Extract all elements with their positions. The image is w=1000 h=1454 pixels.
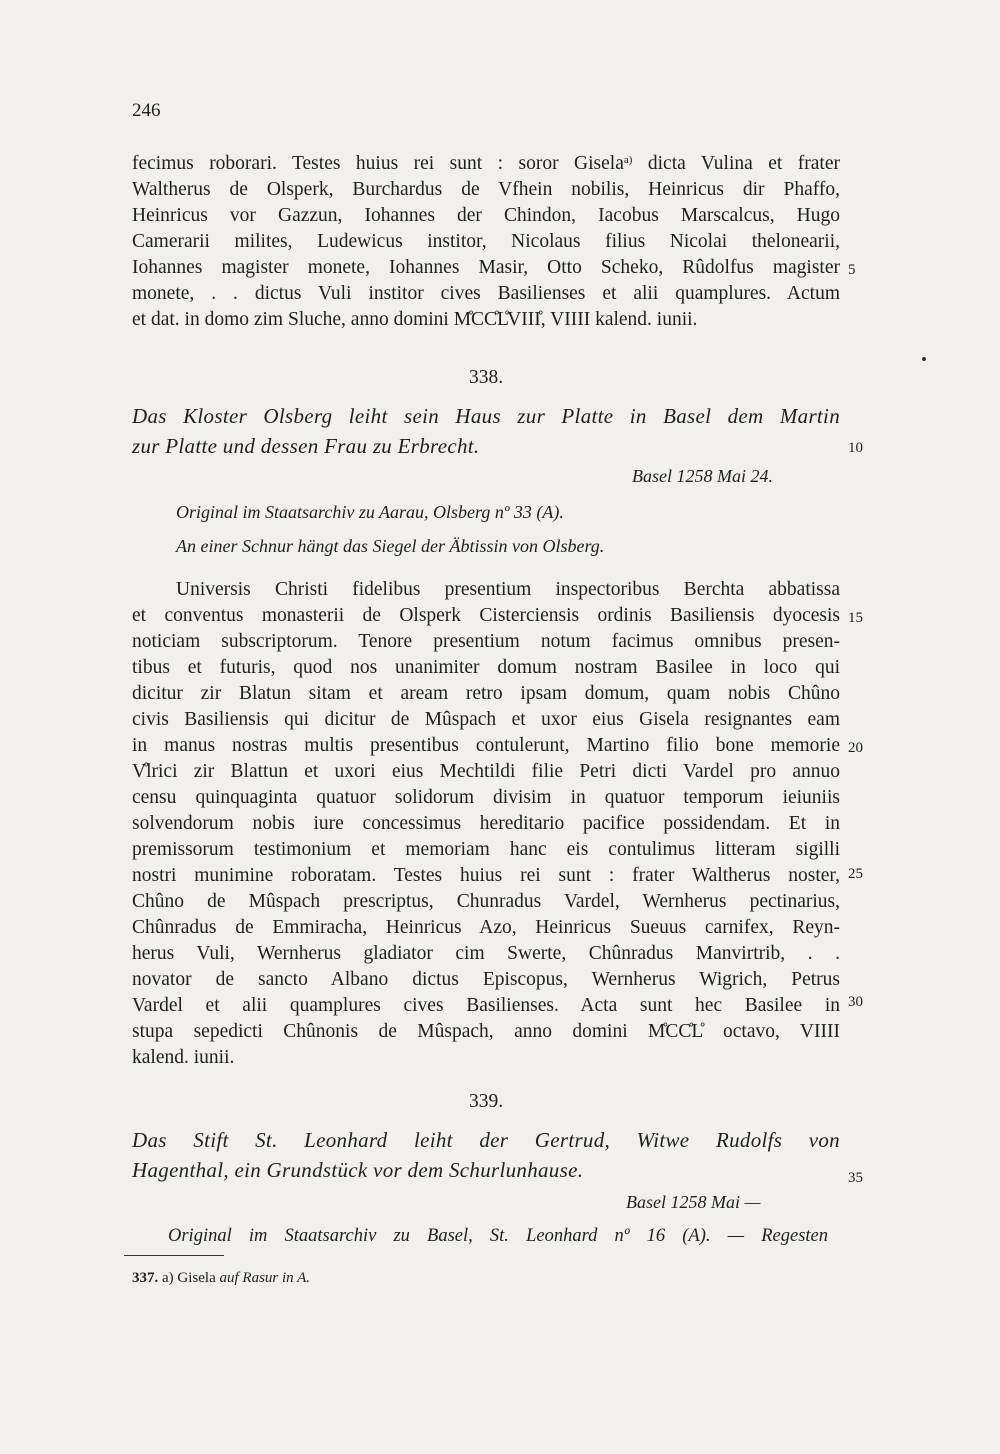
margin-line-number: 35 — [848, 1170, 863, 1186]
document-title-line: Hagenthal, ein Grundstück vor dem Schurlunhause. — [132, 1158, 584, 1182]
document-title-line: zur Platte und dessen Frau zu Erbrecht. — [132, 434, 480, 458]
text-line: Universis Christi fidelibus presentium inspectoribus Berchta abbatissa — [176, 579, 840, 600]
document-title-line: Das Stift St. Leonhard leiht der Gertrud, Witwe Rudolfs von — [132, 1128, 840, 1152]
source-line: Original im Staatsarchiv zu Basel, St. Leonhard nº 16 (A). — Regesten — [168, 1226, 828, 1246]
text-line: V̊lrici zir Blattun et uxori eius Mechtildi filie Petri dicti Vardel pro annuo — [132, 761, 840, 782]
footnote-text-italic: auf Rasur in A. — [219, 1270, 311, 1286]
text-line: premissorum testimonium et memoriam hanc eis contulimus litteram sigilli — [132, 839, 840, 860]
text-line: Vardel et alii quamplures cives Basilienses. Acta sunt hec Basilee in — [132, 995, 840, 1016]
text-line: censu quinquaginta quatuor solidorum divisim in quatuor temporum ieiuniis — [132, 787, 840, 808]
page-number: 246 — [132, 100, 161, 121]
text-line: dicitur zir Blatun sitam et aream retro ipsam domum, quam nobis Chûno — [132, 683, 840, 704]
text-line: novator de sancto Albano dictus Episcopus, Wernherus Wigrich, Petrus — [132, 969, 840, 990]
text-line: nostri munimine roboratam. Testes huius rei sunt : frater Waltherus noster, — [132, 865, 840, 886]
document-date: Basel 1258 Mai 24. — [632, 466, 773, 486]
margin-line-number: 10 — [848, 440, 863, 456]
document-number-338: 338. — [468, 367, 504, 388]
seal-note: An einer Schnur hängt das Siegel der Äbtissin von Olsberg. — [176, 536, 605, 556]
footnote-rule — [124, 1255, 224, 1256]
footnote-text: a) Gisela — [162, 1270, 216, 1286]
margin-line-number: 30 — [848, 994, 863, 1010]
margin-line-number: 15 — [848, 610, 863, 626]
text-line: herus Vuli, Wernherus gladiator cim Swerte, Chûnradus Manvirtrib, . . — [132, 943, 840, 964]
text-line: Chûnradus de Emmiracha, Heinricus Azo, Heinricus Sueuus carnifex, Reyn- — [132, 917, 840, 938]
text-line: fecimus roborari. Testes huius rei sunt : soror Gisela$^{a)}$ dicta Vulina et frater — [132, 153, 840, 174]
text-line: civis Basiliensis qui dicitur de Mûspach et uxor eius Gisela resignantes eam — [132, 709, 840, 730]
margin-line-number: 20 — [848, 740, 863, 756]
text-line: kalend. iunii. — [132, 1047, 235, 1068]
text-line: noticiam subscriptorum. Tenore presentium notum facimus omnibus presen- — [132, 631, 840, 652]
text-line: in manus nostras multis presentibus contulerunt, Martino filio bone memorie — [132, 735, 840, 756]
source-line: Original im Staatsarchiv zu Aarau, Olsberg nº 33 (A). — [176, 502, 564, 522]
text-line: monete, . . dictus Vuli institor cives Basilienses et alii quamplures. Actum — [132, 283, 840, 304]
text-line: Camerarii milites, Ludewicus institor, Nicolaus filius Nicolai thelonearii, — [132, 231, 840, 252]
margin-line-number: 25 — [848, 866, 863, 882]
text-line: Waltherus de Olsperk, Burchardus de Vfhein nobilis, Heinricus dir Phaffo, — [132, 179, 840, 200]
footnote-ref: 337. — [132, 1270, 159, 1286]
margin-line-number: 5 — [848, 262, 856, 278]
text-line: tibus et futuris, quod nos unanimiter domum nostram Basilee in loco qui — [132, 657, 840, 678]
text-line: Iohannes magister monete, Iohannes Masir, Otto Scheko, Rûdolfus magister — [132, 257, 840, 278]
document-date: Basel 1258 Mai — — [626, 1192, 761, 1212]
stray-mark — [922, 357, 926, 361]
text-line: Chûno de Mûspach prescriptus, Chunradus Vardel, Wernherus pectinarius, — [132, 891, 840, 912]
document-number-339: 339. — [468, 1091, 504, 1112]
text-line: solvendorum nobis iure concessimus hereditario pacifice possidendam. Et in — [132, 813, 840, 834]
footnote-marker: a) — [623, 154, 633, 166]
text-line: et conventus monasterii de Olsperk Cisterciensis ordinis Basiliensis dyocesis — [132, 605, 840, 626]
text-line: et dat. in domo zim Sluche, anno domini M̊CC̊L̊VIII̊, VIIII kalend. iunii. — [132, 309, 698, 330]
document-title-line: Das Kloster Olsberg leiht sein Haus zur Platte in Basel dem Martin — [132, 404, 840, 428]
text-line: stupa sepedicti Chûnonis de Mûspach, anno domini M̊CC̊L̊ octavo, VIIII — [132, 1021, 840, 1042]
footnote — [132, 1270, 310, 1287]
text-line: Heinricus vor Gazzun, Iohannes der Chindon, Iacobus Marscalcus, Hugo — [132, 205, 840, 226]
